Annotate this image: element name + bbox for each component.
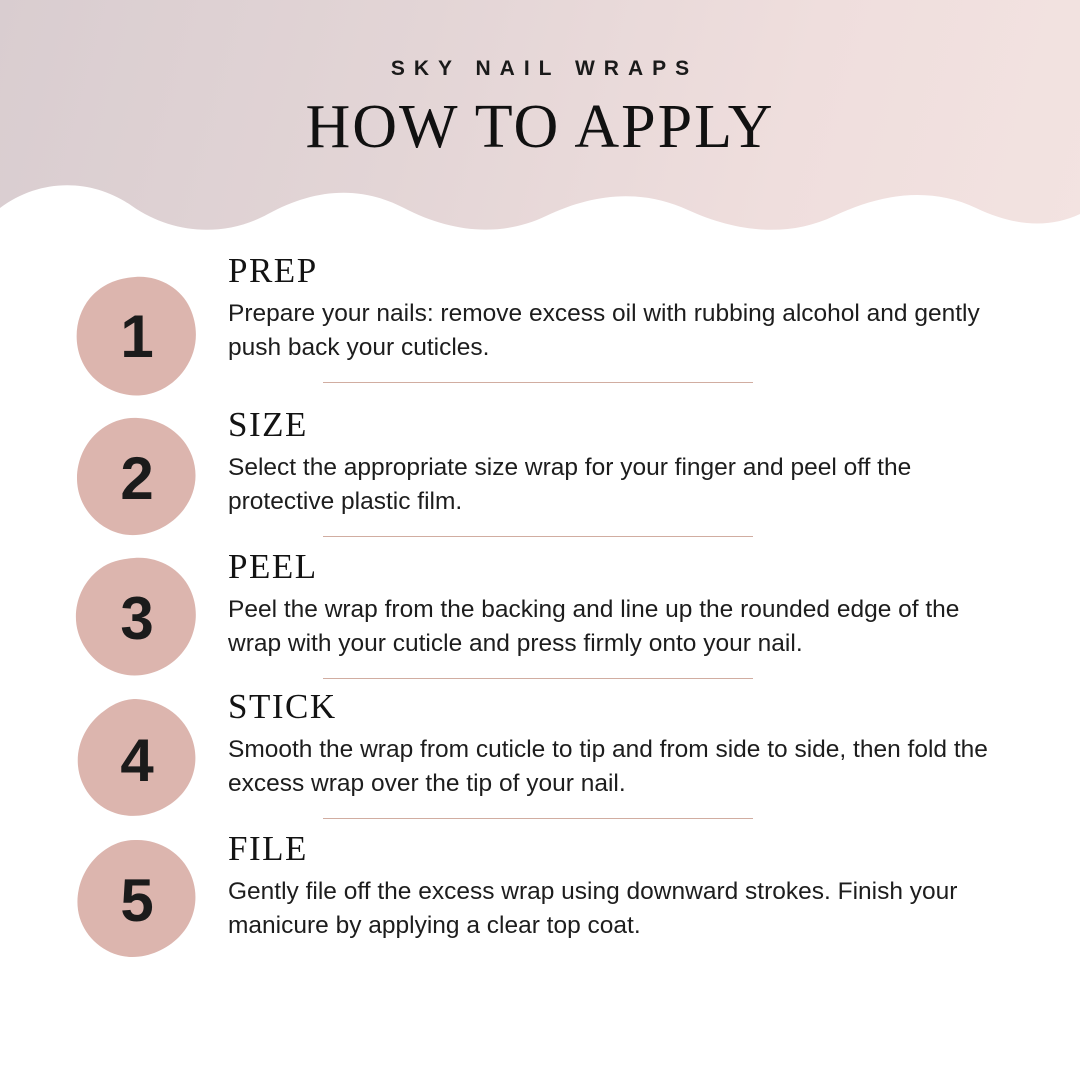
list-item	[0, 252, 1080, 400]
step-body	[202, 548, 1080, 679]
step-title: PREP	[228, 251, 318, 290]
list-item	[0, 688, 1080, 824]
step-body	[202, 406, 1080, 537]
list-item	[0, 830, 1080, 964]
step-text: Gently file off the excess wrap using downward strokes. Finish your manicure by applying a clear top coat.	[228, 877, 958, 940]
step-divider	[323, 818, 753, 819]
list-item	[0, 406, 1080, 542]
steps-list	[0, 243, 1080, 964]
step-text: Prepare your nails: remove excess oil with rubbing alcohol and gently push back your cuticles.	[228, 299, 980, 362]
step-text: Smooth the wrap from cuticle to tip and from side to side, then fold the excess wrap over the tip of your nail.	[228, 735, 988, 798]
list-item	[0, 548, 1080, 682]
step-title: FILE	[228, 829, 308, 868]
step-badge	[72, 274, 202, 400]
step-number: 1	[120, 303, 154, 370]
step-title: SIZE	[228, 405, 308, 444]
step-number: 4	[120, 727, 154, 794]
step-badge	[72, 698, 202, 824]
step-text: Peel the wrap from the backing and line up the rounded edge of the wrap with your cuticle and press firmly onto your nail.	[228, 595, 960, 658]
step-number: 2	[120, 445, 154, 512]
wave-divider-icon	[0, 162, 1080, 250]
brand-eyebrow: SKY NAIL WRAPS	[390, 57, 699, 80]
step-badge	[72, 838, 202, 964]
step-divider	[323, 382, 753, 383]
page-title: HOW TO APPLY	[305, 93, 775, 161]
header-band	[0, 0, 1080, 250]
step-number: 5	[120, 867, 154, 934]
step-body	[202, 252, 1080, 383]
step-number: 3	[120, 585, 154, 652]
step-divider	[323, 536, 753, 537]
step-title: PEEL	[228, 547, 318, 586]
step-title: STICK	[228, 687, 337, 726]
step-body	[202, 688, 1080, 819]
step-badge	[72, 416, 202, 542]
step-text: Select the appropriate size wrap for your finger and peel off the protective plastic film.	[228, 453, 912, 516]
step-badge	[72, 556, 202, 682]
step-divider	[323, 678, 753, 679]
step-body	[202, 830, 1080, 944]
